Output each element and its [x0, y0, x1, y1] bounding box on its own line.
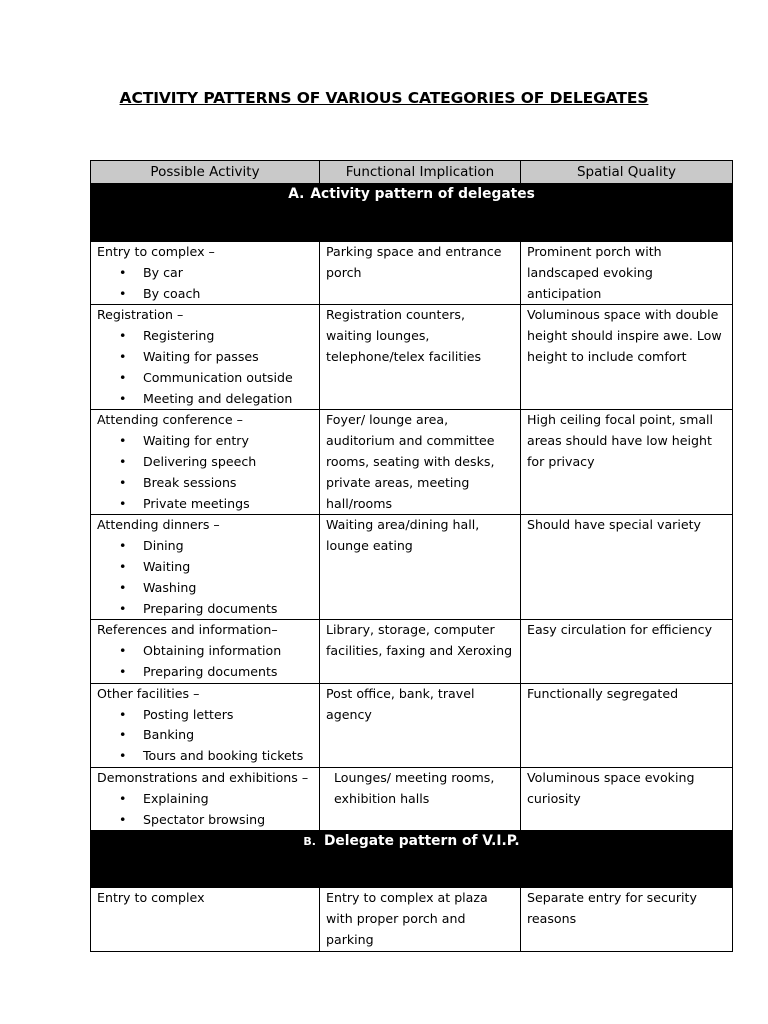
list-item: • Obtaining information	[143, 641, 313, 662]
quality-cell: Easy circulation for efficiency	[521, 620, 733, 683]
list-item: • By coach	[143, 284, 313, 305]
implication-cell: Library, storage, computer facilities, faxing and Xeroxing	[320, 620, 521, 683]
activity-cell	[91, 242, 320, 305]
list-item: • Washing	[143, 578, 313, 599]
activity-list	[97, 705, 313, 767]
activity-list	[97, 326, 313, 409]
column-header-activity: Possible Activity	[91, 161, 320, 184]
implication-cell: Waiting area/dining hall, lounge eating	[320, 515, 521, 620]
activity-cell	[91, 305, 320, 410]
activity-cell	[91, 767, 320, 830]
section-b-letter: B.	[303, 835, 316, 849]
table-row	[91, 620, 733, 683]
quality-cell: Voluminous space with double height should inspire awe. Low height to include comfort	[521, 305, 733, 410]
table-row	[91, 242, 733, 305]
list-item: • Banking	[143, 725, 313, 746]
activity-heading: Entry to complex –	[97, 244, 215, 259]
list-item: • Waiting	[143, 557, 313, 578]
activity-list	[97, 263, 313, 305]
activity-heading: Registration –	[97, 307, 184, 323]
table-row	[91, 683, 733, 767]
list-item: • Waiting for passes	[143, 347, 313, 368]
activity-heading: Demonstrations and exhibitions –	[97, 769, 309, 785]
table-row	[91, 515, 733, 620]
list-item: • Preparing documents	[143, 662, 313, 683]
table-row	[91, 888, 733, 951]
document-title: ACTIVITY PATTERNS OF VARIOUS CATEGORIES OF DELEGATES	[119, 89, 649, 107]
list-item: • Communication outside	[143, 368, 313, 389]
quality-cell: Functionally segregated	[521, 683, 733, 767]
section-b-title: Delegate pattern of V.I.P.	[323, 833, 520, 850]
activity-heading: References and information–	[97, 622, 278, 638]
activity-heading: Attending dinners –	[97, 517, 220, 533]
list-item: • Explaining	[143, 789, 313, 810]
list-item: • Registering	[143, 326, 313, 347]
column-header-implication: Functional Implication	[320, 161, 521, 184]
activity-list	[97, 789, 313, 831]
implication-cell: Post office, bank, travel agency	[320, 683, 521, 767]
list-item: • Spectator browsing	[143, 810, 313, 831]
list-item: • Waiting for entry	[143, 431, 313, 452]
activity-list	[97, 536, 313, 619]
activity-heading: Other facilities –	[97, 685, 200, 701]
list-item: • By car	[143, 263, 313, 284]
activity-cell	[91, 620, 320, 683]
activity-heading: Entry to complex	[97, 890, 205, 906]
implication-cell: Entry to complex at plaza with proper porch and parking	[320, 888, 521, 951]
implication-cell: Registration counters, waiting lounges, telephone/telex facilities	[320, 305, 521, 410]
activity-list	[97, 431, 313, 514]
section-b-header	[91, 831, 733, 888]
section-a-title: Activity pattern of delegates	[310, 186, 535, 202]
table-row	[91, 410, 733, 515]
table-header-row	[91, 161, 733, 184]
activity-cell	[91, 888, 320, 951]
quality-cell: Voluminous space evoking curiosity	[521, 767, 733, 830]
list-item: • Meeting and delegation	[143, 389, 313, 410]
implication-cell: Lounges/ meeting rooms, exhibition halls	[320, 767, 521, 830]
activity-cell	[91, 515, 320, 620]
column-header-quality: Spatial Quality	[521, 161, 733, 184]
activity-list	[97, 641, 313, 683]
quality-cell: Separate entry for security reasons	[521, 888, 733, 951]
section-a-header-row	[91, 184, 733, 242]
activity-cell	[91, 683, 320, 767]
activity-cell	[91, 410, 320, 515]
activity-table	[90, 160, 733, 952]
quality-cell: High ceiling focal point, small areas should have low height for privacy	[521, 410, 733, 515]
table-row	[91, 305, 733, 410]
list-item: • Private meetings	[143, 494, 313, 515]
list-item: • Tours and booking tickets	[143, 746, 313, 767]
activity-heading: Attending conference –	[97, 412, 243, 428]
implication-cell: Foyer/ lounge area, auditorium and committee rooms, seating with desks, private areas, meeting hall/rooms	[320, 410, 521, 515]
list-item: • Dining	[143, 536, 313, 557]
section-a-header	[91, 184, 733, 242]
list-item: • Delivering speech	[143, 452, 313, 473]
list-item: • Preparing documents	[143, 599, 313, 620]
implication-cell: Parking space and entrance porch	[320, 242, 521, 305]
quality-cell: Prominent porch with landscaped evoking anticipation	[521, 242, 733, 305]
table-row	[91, 767, 733, 830]
list-item: • Break sessions	[143, 473, 313, 494]
list-item: • Posting letters	[143, 705, 313, 726]
quality-cell: Should have special variety	[521, 515, 733, 620]
section-b-header-row	[91, 831, 733, 888]
section-a-letter: A.	[288, 186, 305, 202]
